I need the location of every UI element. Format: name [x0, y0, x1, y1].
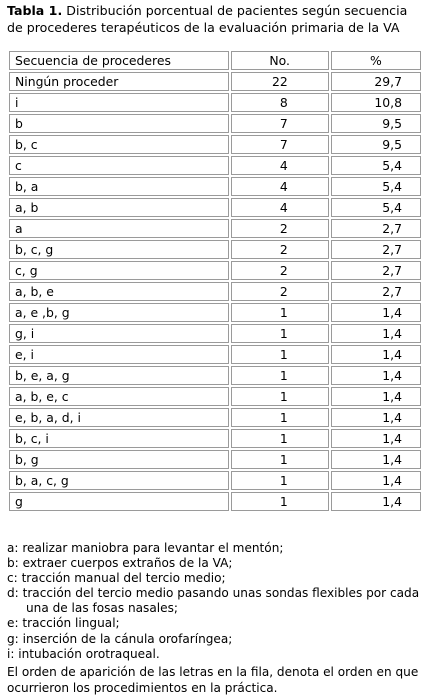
cell-percent: 1,4: [331, 492, 421, 511]
table-row: [9, 156, 421, 175]
table-row: [9, 492, 421, 511]
table-body: [9, 72, 421, 511]
cell-count: 1: [231, 303, 329, 322]
legend-note: d: tracción del tercio medio pasando unas sondas flexibles por cada una de las fosas nasales;: [7, 586, 420, 616]
cell-percent: 2,7: [331, 240, 421, 259]
table-row: [9, 366, 421, 385]
cell-sequence: Ningún proceder: [9, 72, 229, 91]
cell-sequence: b: [9, 114, 229, 133]
table-caption-text: Distribución porcentual de pacientes según secuencia de procederes terapéuticos de la evaluación primaria de la VA: [7, 3, 408, 35]
cell-count: 1: [231, 387, 329, 406]
legend-note: b: extraer cuerpos extraños de la VA;: [7, 556, 233, 571]
table-row: [9, 450, 421, 469]
table-row: [9, 240, 421, 259]
table-caption-label: Tabla 1.: [7, 3, 63, 18]
cell-percent: 1,4: [331, 303, 421, 322]
table-row: [9, 177, 421, 196]
cell-count: 2: [231, 261, 329, 280]
cell-percent: 1,4: [331, 471, 421, 490]
cell-count: 8: [231, 93, 329, 112]
cell-sequence: b, c, g: [9, 240, 229, 259]
cell-sequence: b, a, c, g: [9, 471, 229, 490]
column-header-count: No.: [231, 51, 329, 70]
cell-percent: 5,4: [331, 156, 421, 175]
table-row: [9, 198, 421, 217]
cell-sequence: e, i: [9, 345, 229, 364]
legend-note: c: tracción manual del tercio medio;: [7, 571, 226, 586]
cell-percent: 1,4: [331, 366, 421, 385]
cell-sequence: a: [9, 219, 229, 238]
cell-percent: 1,4: [331, 345, 421, 364]
column-header-percent: %: [331, 51, 421, 70]
cell-count: 22: [231, 72, 329, 91]
cell-sequence: c, g: [9, 261, 229, 280]
data-table: [7, 49, 423, 513]
cell-percent: 2,7: [331, 261, 421, 280]
cell-percent: 1,4: [331, 387, 421, 406]
cell-percent: 29,7: [331, 72, 421, 91]
table-row: [9, 261, 421, 280]
cell-count: 4: [231, 156, 329, 175]
cell-sequence: b, e, a, g: [9, 366, 229, 385]
table-row: [9, 72, 421, 91]
table-row: [9, 303, 421, 322]
cell-percent: 10,8: [331, 93, 421, 112]
cell-sequence: b, g: [9, 450, 229, 469]
cell-count: 1: [231, 408, 329, 427]
cell-percent: 5,4: [331, 177, 421, 196]
cell-count: 4: [231, 177, 329, 196]
cell-percent: 5,4: [331, 198, 421, 217]
table-row: [9, 219, 421, 238]
cell-count: 1: [231, 471, 329, 490]
column-header-sequence: Secuencia de procederes: [9, 51, 229, 70]
table-row: [9, 135, 421, 154]
cell-count: 1: [231, 345, 329, 364]
table-row: [9, 345, 421, 364]
table-row: [9, 429, 421, 448]
cell-sequence: a, b: [9, 198, 229, 217]
cell-count: 1: [231, 492, 329, 511]
cell-sequence: a, b, e: [9, 282, 229, 301]
table-row: [9, 114, 421, 133]
legend-note: a: realizar maniobra para levantar el mentón;: [7, 541, 284, 555]
cell-count: 2: [231, 240, 329, 259]
legend-note: e: tracción lingual;: [7, 616, 120, 631]
cell-sequence: b, a: [9, 177, 229, 196]
cell-sequence: c: [9, 156, 229, 175]
table-row: [9, 282, 421, 301]
cell-percent: 2,7: [331, 219, 421, 238]
table-row: [9, 408, 421, 427]
cell-sequence: i: [9, 93, 229, 112]
cell-count: 1: [231, 324, 329, 343]
cell-percent: 1,4: [331, 408, 421, 427]
cell-count: 1: [231, 429, 329, 448]
legend-note: g: inserción de la cánula orofaríngea;: [7, 631, 233, 646]
cell-percent: 1,4: [331, 450, 421, 469]
cell-count: 2: [231, 219, 329, 238]
cell-count: 2: [231, 282, 329, 301]
cell-percent: 1,4: [331, 429, 421, 448]
table-row: [9, 471, 421, 490]
cell-percent: 9,5: [331, 114, 421, 133]
cell-sequence: a, b, e, c: [9, 387, 229, 406]
cell-percent: 2,7: [331, 282, 421, 301]
cell-sequence: g, i: [9, 324, 229, 343]
cell-percent: 1,4: [331, 324, 421, 343]
cell-sequence: a, e ,b, g: [9, 303, 229, 322]
cell-sequence: g: [9, 492, 229, 511]
cell-count: 7: [231, 135, 329, 154]
cell-sequence: b, c, i: [9, 429, 229, 448]
cell-count: 7: [231, 114, 329, 133]
table-header-row: [9, 51, 421, 70]
cell-sequence: e, b, a, d, i: [9, 408, 229, 427]
footer-note: El orden de aparición de las letras en la fila, denota el orden en que ocurrieron los procedimientos en la práctica.: [7, 665, 419, 695]
table-row: [9, 93, 421, 112]
table-caption: [7, 2, 425, 36]
legend-note: i: intubación orotraqueal.: [7, 646, 160, 661]
cell-sequence: b, c: [9, 135, 229, 154]
cell-percent: 9,5: [331, 135, 421, 154]
table-row: [9, 324, 421, 343]
legend-notes: [7, 541, 425, 662]
cell-count: 4: [231, 198, 329, 217]
table-row: [9, 387, 421, 406]
cell-count: 1: [231, 366, 329, 385]
cell-count: 1: [231, 450, 329, 469]
